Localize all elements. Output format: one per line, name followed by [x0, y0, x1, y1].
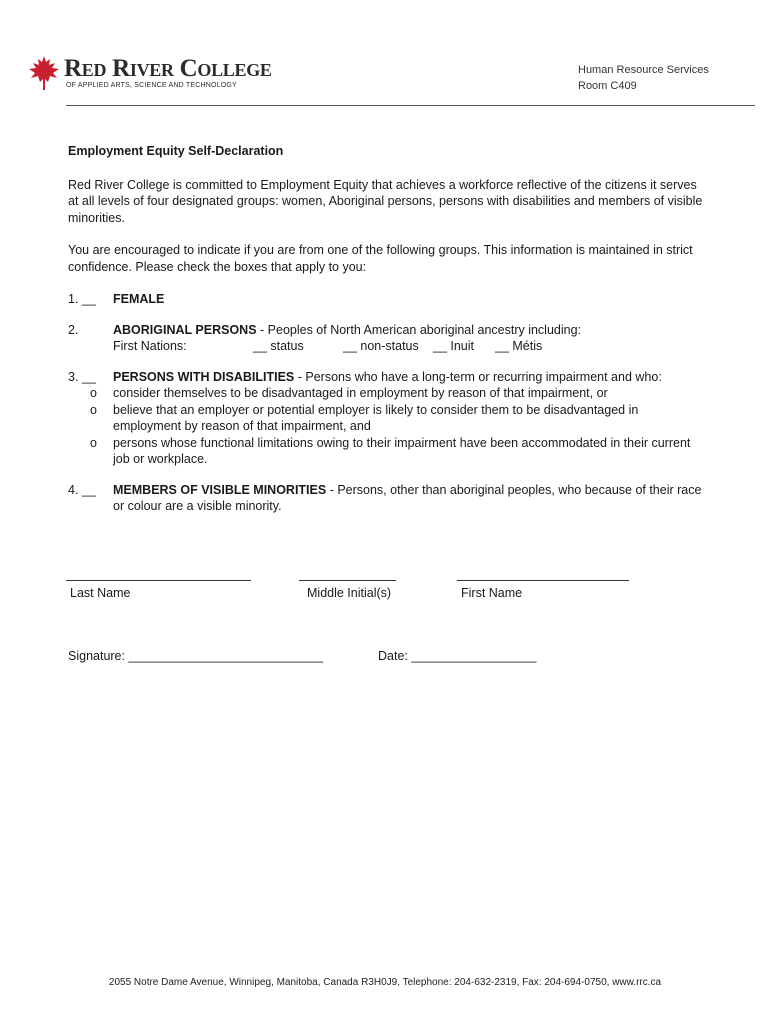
date-field[interactable]: Date: __________________ — [378, 649, 537, 663]
bullet-icon: o — [90, 386, 97, 400]
first-nations-row — [113, 338, 708, 355]
list-item: o believe that an employer or potential employer is likely to consider them to be disadvantaged in employment by reason of that impairment, and — [90, 402, 639, 433]
option-visible-minorities[interactable] — [68, 482, 708, 515]
maple-leaf-logo-icon — [26, 54, 62, 92]
bullet-icon: o — [90, 435, 97, 450]
instructions-paragraph: You are encouraged to indicate if you are from one of the following groups. This information is maintained in strict confidence. Please check the boxes that apply to you: — [68, 243, 693, 274]
last-name-field[interactable] — [66, 570, 251, 600]
option-title: MEMBERS OF VISIBLE MINORITIES — [113, 482, 327, 497]
first-name-field[interactable] — [457, 570, 629, 600]
college-logo — [26, 54, 286, 94]
option-description: - Persons who have a long-term or recurring impairment and who: — [294, 369, 662, 384]
metis-option[interactable]: __ Métis — [495, 339, 543, 353]
first-nations-non-status-option[interactable]: __ non-status — [343, 339, 419, 353]
last-name-label: Last Name — [70, 586, 131, 600]
option-description: - Peoples of North American aboriginal ancestry including: — [256, 322, 582, 337]
department-address — [578, 62, 709, 94]
middle-initials-label: Middle Initial(s) — [307, 586, 392, 600]
option-number: 4. __ — [68, 482, 96, 497]
option-number: 2. — [68, 322, 79, 337]
bullet-icon: o — [90, 402, 97, 417]
college-tagline: OF APPLIED ARTS, SCIENCE AND TECHNOLOGY — [66, 82, 237, 89]
name-fields — [66, 570, 706, 610]
option-description: - Persons, other than aboriginal peoples, who because of their race or colour are a visible minority. — [113, 482, 702, 513]
option-number: 3. __ — [68, 369, 96, 384]
option-aboriginal-persons — [68, 322, 708, 355]
form-body — [68, 143, 708, 529]
first-name-label: First Name — [461, 586, 523, 600]
option-title: FEMALE — [113, 292, 165, 306]
first-nations-status-option[interactable]: __ status — [253, 339, 304, 353]
footer-address: 2055 Notre Dame Avenue, Winnipeg, Manitoba, Canada R3H0J9, Telephone: 204-632-2319, Fax: 204-694-0750, www.rrc.ca — [108, 977, 662, 988]
last-name-line[interactable] — [66, 580, 251, 581]
intro-paragraph: Red River College is committed to Employment Equity that achieves a workforce reflective of the citizens it serves at all levels of four designated groups: women, Aboriginal persons, persons with disabilities and members of visible minorities. — [68, 177, 703, 225]
first-name-line[interactable] — [457, 580, 629, 581]
list-item: o persons whose functional limitations owing to their impairment have been accommodated in their current job or workplace. — [90, 435, 691, 466]
list-item: o consider themselves to be disadvantaged in employment by reason of that impairment, or — [90, 386, 608, 400]
option-title: ABORIGINAL PERSONS — [113, 322, 257, 337]
option-persons-with-disabilities[interactable] — [68, 369, 708, 386]
signature-field[interactable]: Signature: ____________________________ — [68, 649, 324, 663]
middle-initials-line[interactable] — [299, 580, 396, 581]
inuit-option[interactable]: __ Inuit — [433, 339, 475, 353]
department-room: Room C409 — [578, 80, 637, 92]
option-female[interactable] — [68, 291, 708, 308]
option-number: 1. __ — [68, 292, 96, 306]
department-name: Human Resource Services — [578, 64, 709, 76]
disability-criteria-list — [68, 385, 708, 468]
middle-initials-field[interactable] — [299, 570, 396, 600]
college-name: Red River College — [64, 55, 272, 82]
header-divider — [66, 105, 755, 106]
option-title: PERSONS WITH DISABILITIES — [113, 369, 295, 384]
first-nations-label: First Nations: — [113, 339, 187, 353]
form-title: Employment Equity Self-Declaration — [68, 144, 284, 158]
